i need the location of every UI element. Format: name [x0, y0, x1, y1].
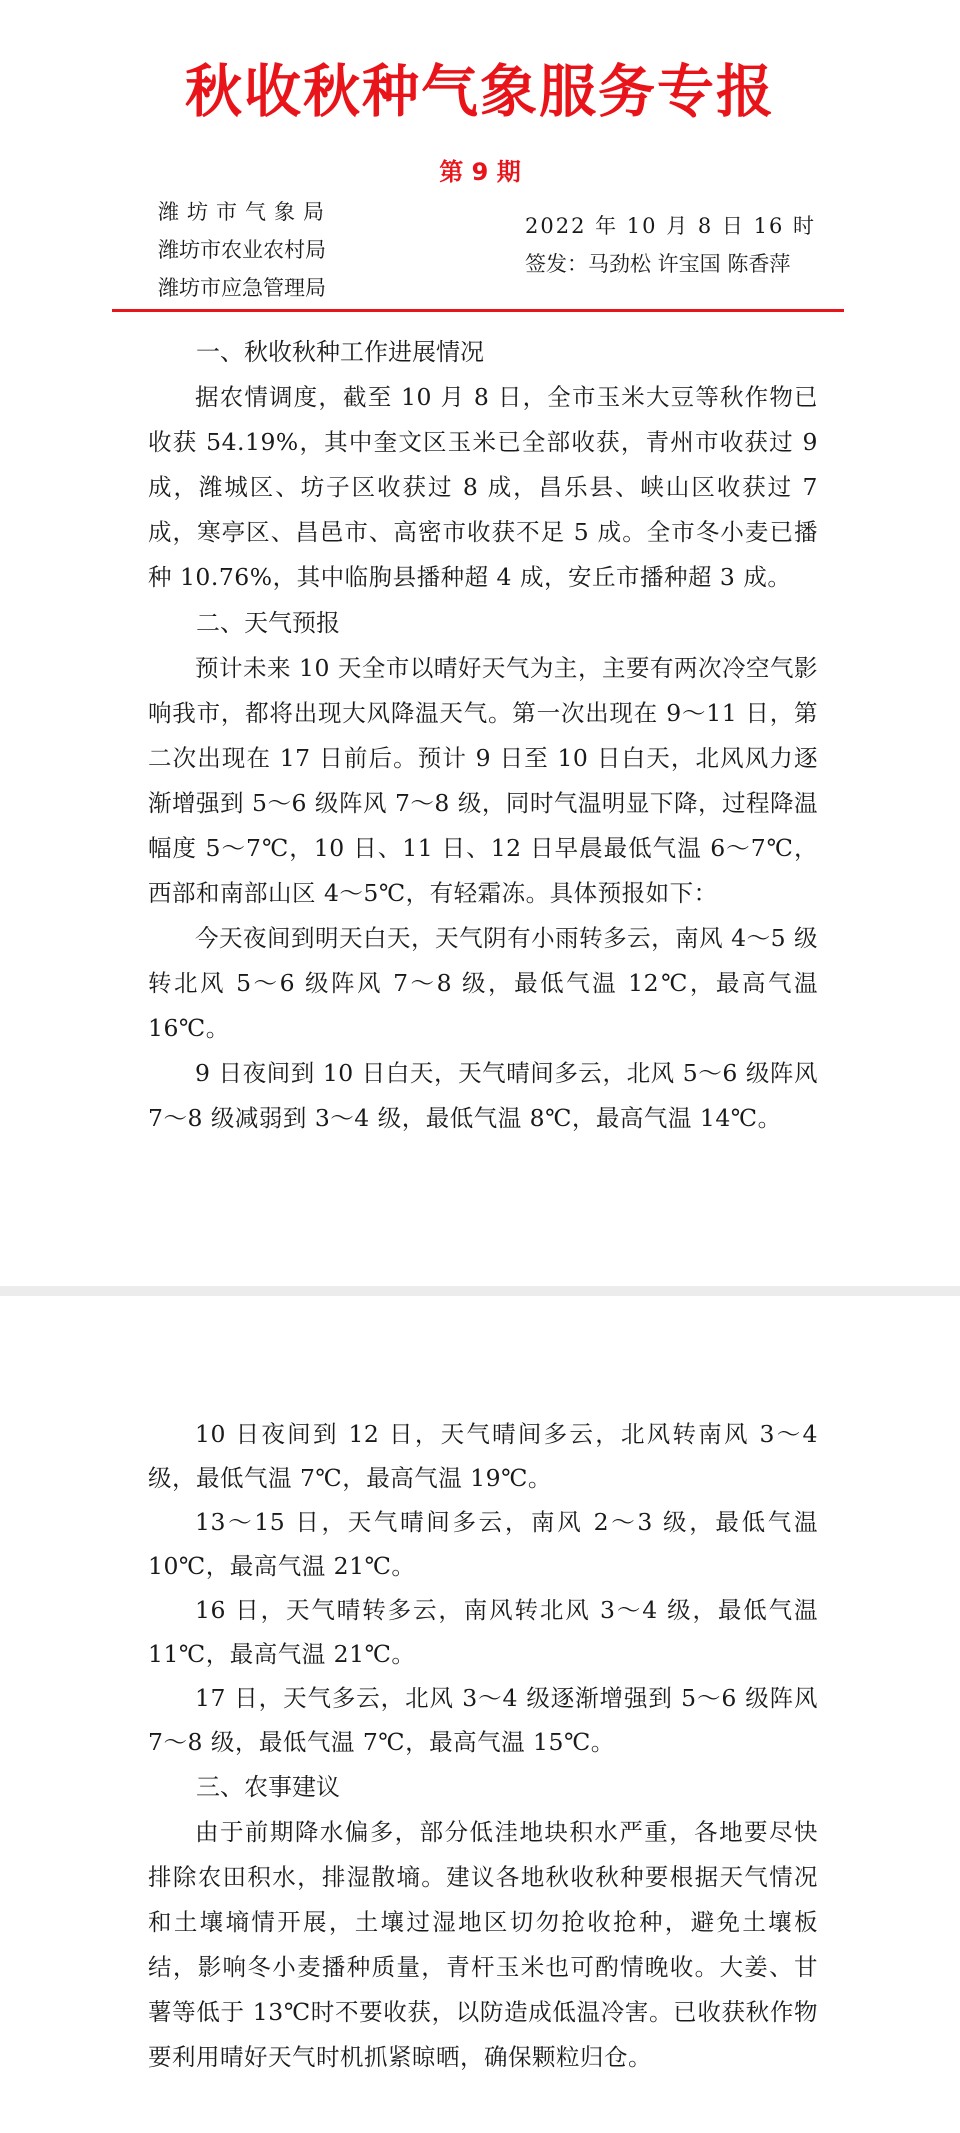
document-page-2 [0, 1296, 960, 2133]
page-separator [0, 1286, 960, 1296]
section-3-heading: 三、农事建议 [196, 1773, 340, 1801]
page-1-body [148, 329, 818, 1141]
page-2-body [148, 1412, 818, 2080]
section-3-paragraph: 由于前期降水偏多，部分低洼地块积水严重，各地要尽快排除农田积水，排湿散墒。建议各地秋收秋种要根据天气情况和土壤墒情开展，土壤过湿地区切勿抢收抢种，避免土壤板结，影响冬小麦播种质量，青杆玉米也可酌情晚收。大姜、甘薯等低于 13℃时不要收获，以防造成低温冷害。已收获秋作物要利用晴好天气时机抓紧晾晒，确保颗粒归仓。 [148, 1818, 818, 2071]
issue-date: 2022 年 10 月 8 日 16 时 [525, 214, 816, 238]
issuing-organizations [158, 193, 332, 307]
forecast-10-12: 10 日夜间到 12 日，天气晴间多云，北风转南风 3～4 级，最低气温 7℃，最高气温 19℃。 [148, 1420, 818, 1492]
report-title: 秋收秋种气象服务专报 [185, 59, 775, 125]
forecast-9-10: 9 日夜间到 10 日白天，天气晴间多云，北风 5～6 级阵风 7～8 级减弱到 3～4 级，最低气温 8℃，最高气温 14℃。 [148, 1059, 818, 1132]
forecast-17: 17 日，天气多云，北风 3～4 级逐渐增强到 5～6 级阵风 7～8 级，最低气温 7℃，最高气温 15℃。 [148, 1684, 818, 1756]
org-weather-bureau: 潍坊市气象局 [158, 200, 332, 224]
signers: 签发：马劲松 许宝国 陈香萍 [525, 252, 791, 276]
forecast-intro: 预计未来 10 天全市以晴好天气为主，主要有两次冷空气影响我市，都将出现大风降温天气。第一次出现在 9～11 日，第二次出现在 17 日前后。预计 9 日至 10 日白天，北风风力逐渐增强到 5～6 级阵风 7～8 级，同时气温明显下降，过程降温幅度 5～7℃，10 日、11 日、12 日早晨最低气温 6～7℃，西部和南部山区 4～5℃，有轻霜冻。具体预报如下： [148, 654, 818, 907]
forecast-13-15: 13～15 日，天气晴间多云，南风 2～3 级，最低气温 10℃，最高气温 21℃。 [148, 1508, 818, 1580]
issue-meta [525, 207, 816, 283]
header-divider [112, 309, 844, 312]
section-2-heading: 二、天气预报 [196, 609, 340, 637]
issue-number: 第 9 期 [439, 158, 521, 186]
org-emergency-bureau: 潍坊市应急管理局 [158, 276, 326, 300]
forecast-16: 16 日，天气晴转多云，南风转北风 3～4 级，最低气温 11℃，最高气温 21℃。 [148, 1596, 818, 1668]
org-agriculture-bureau: 潍坊市农业农村局 [158, 238, 326, 262]
forecast-today: 今天夜间到明天白天，天气阴有小雨转多云，南风 4～5 级转北风 5～6 级阵风 7～8 级，最低气温 12℃，最高气温 16℃。 [148, 924, 818, 1042]
section-1-paragraph: 据农情调度，截至 10 月 8 日，全市玉米大豆等秋作物已收获 54.19%，其中奎文区玉米已全部收获，青州市收获过 9 成，潍城区、坊子区收获过 8 成，昌乐县、峡山区收获过 7 成，寒亭区、昌邑市、高密市收获不足 5 成。全市冬小麦已播种 10.76%，其中临朐县播种超 4 成，安丘市播种超 3 成。 [148, 383, 818, 591]
section-1-heading: 一、秋收秋种工作进展情况 [196, 338, 484, 366]
